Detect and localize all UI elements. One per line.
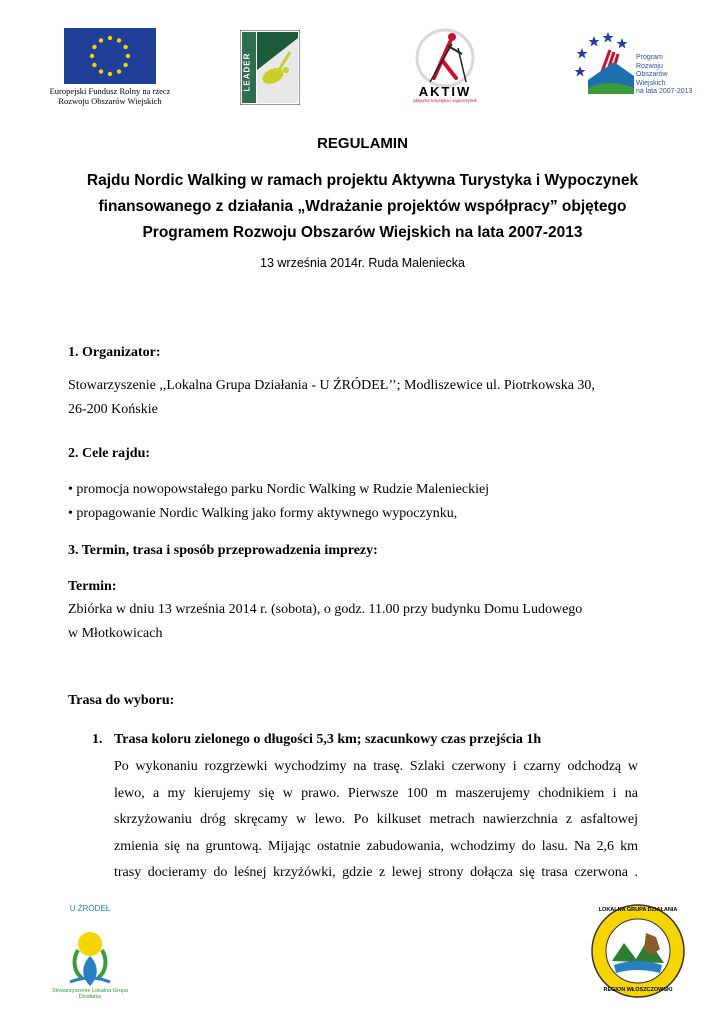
date-place: 13 września 2014r. Ruda Maleniecka: [260, 256, 465, 270]
list-item: • propagowanie Nordic Walking jako formy aktywnego wypoczynku,: [68, 506, 458, 521]
section-organizer-body: Stowarzyszenie ,,Lokalna Grupa Działania - U ŹRÓDEŁ’’; Modliszewice ul. Piotrkowska 30, 26-200 Końskie: [68, 378, 595, 417]
list-item: • promocja nowopowstałego parku Nordic Walking w Rudzie Malenieckiej: [68, 482, 490, 497]
prow-logo: [574, 30, 704, 98]
lgd-wloszczowa-icon: [590, 903, 686, 999]
eu-logo: [64, 28, 156, 84]
lgd-u-zrodel-logo: [40, 898, 140, 998]
aktiw-text: AKTIW: [418, 84, 472, 99]
route-description: Po wykonaniu rozgrzewki wychodzimy na trasę. Szlaki czerwony i czarny odchodzą w lewo, a my kierujemy się w prawo. Pierwsze 100 m maszerujemy chodnikiem i na skrzyżowaniu dróg skręcamy w lewo. Po kilkuset metrach nawierzchnia z asfaltowej zmienia się na gruntową. Mijając ostatnie zabudowania, wchodzimy do lasu. Na 2,6 km trasy docieramy do leśnej krzyżówki, gdzie z lewej strony dołącza się trasa czerwona .: [114, 759, 638, 880]
eu-flag-icon: [64, 28, 156, 84]
term-body: Zbiórka w dniu 13 września 2014 r. (sobota), o godz. 11.00 przy budynku Domu Ludowego w Młotkowicach: [68, 602, 583, 641]
page-title: REGULAMIN: [317, 135, 408, 152]
term-label: Termin:: [68, 579, 117, 594]
subtitle-line: finansowanego z działania „Wdrażanie projektów współpracy” objętego: [98, 198, 627, 215]
section-schedule-heading: 3. Termin, trasa i sposób przeprowadzenia imprezy:: [68, 543, 378, 558]
route-number: 1.: [92, 732, 103, 747]
prow-caption: Program Rozwoju Obszarów Wiejskich na lata 2007-2013: [636, 54, 693, 95]
lgd-u-zrodel-top: U ŹRÓDEŁ: [69, 904, 111, 913]
aktiw-subtext: aktywna turystyka i wypoczynek: [413, 98, 477, 103]
section-goals-heading: 2. Cele rajdu:: [68, 446, 151, 461]
section-goals-list: [68, 478, 668, 526]
lgd-wloszczowa-bottom: REGION WŁOSZCZOWSKI: [603, 987, 673, 993]
section-organizer-heading: 1. Organizator:: [68, 345, 161, 360]
aktiw-logo: [400, 26, 490, 106]
page-subtitle: [0, 168, 725, 246]
lgd-u-zrodel-bottom: Stowarzyszenie Lokalna Grupa Działania: [51, 988, 129, 1000]
eu-caption: Europejski Fundusz Rolny na rzecz Rozwoju Obszarów Wiejskich: [49, 86, 171, 106]
lgd-u-zrodel-icon: [40, 898, 140, 998]
route-label: Trasa do wyboru:: [68, 693, 175, 708]
prow-emblem-icon: [574, 30, 636, 96]
leader-text: LEADER: [242, 52, 252, 92]
lgd-wloszczowa-logo: [590, 903, 686, 999]
lgd-wloszczowa-top: LOKALNA GRUPA DZIAŁANIA: [598, 907, 678, 913]
subtitle-line: Programem Rozwoju Obszarów Wiejskich na lata 2007-2013: [142, 224, 583, 241]
route-title: Trasa koloru zielonego o długości 5,3 km; szacunkowy czas przejścia 1h: [114, 732, 542, 747]
subtitle-line: Rajdu Nordic Walking w ramach projektu Aktywna Turystyka i Wypoczynek: [86, 172, 639, 189]
leader-logo: [240, 30, 300, 105]
